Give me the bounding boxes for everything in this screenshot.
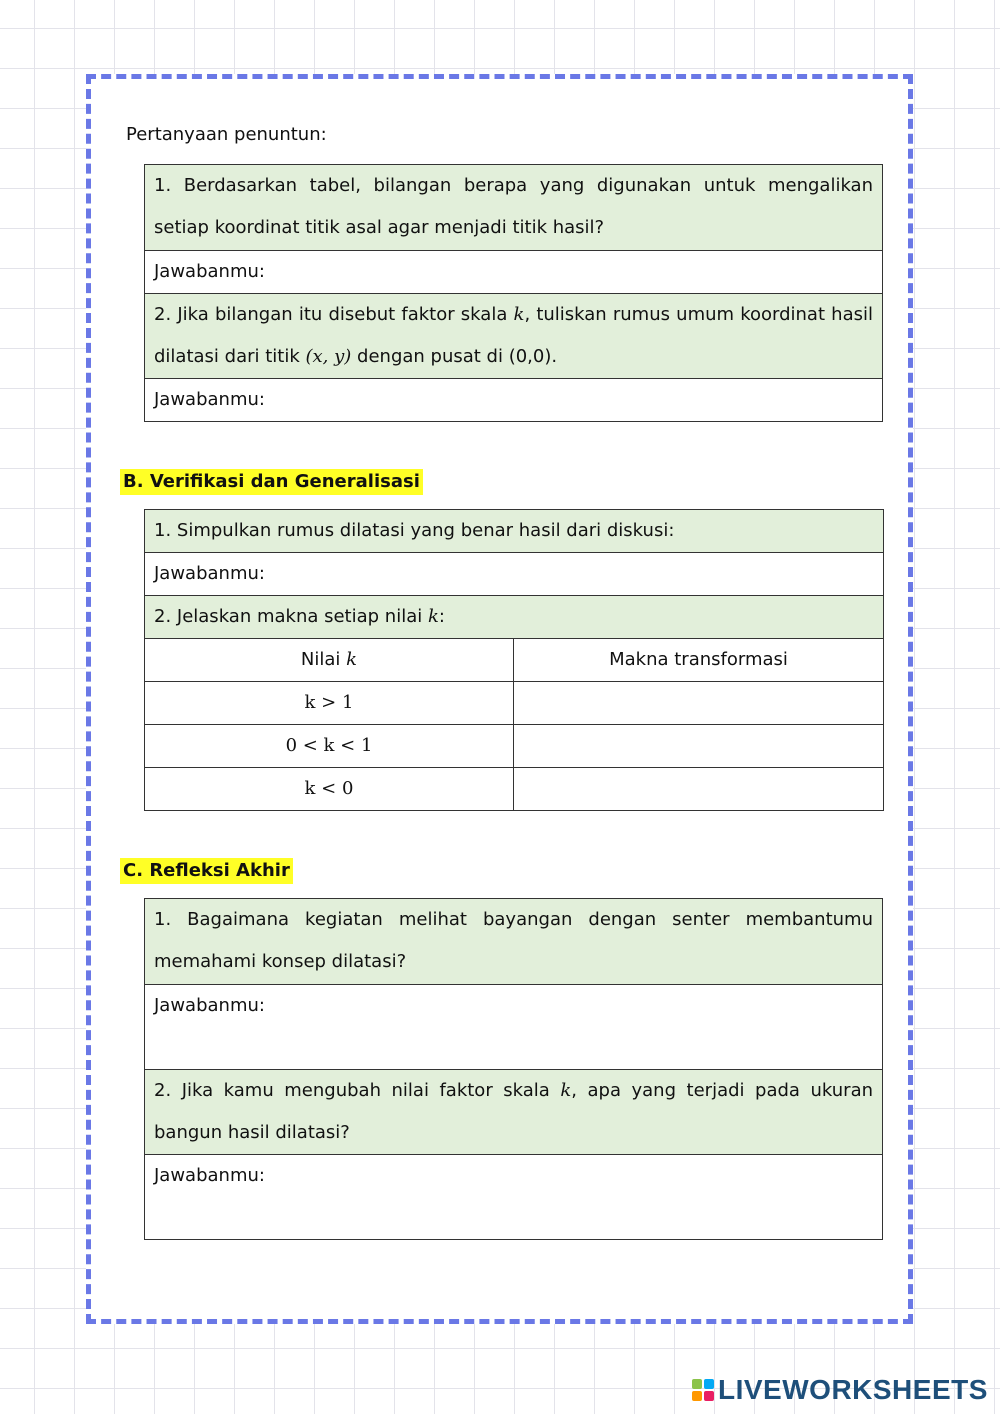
section-c-question-1: 1. Bagaimana kegiatan melihat bayangan dengan senter membantumu memahami konsep dilatasi? xyxy=(145,899,883,985)
meaning-answer-cell[interactable] xyxy=(514,682,884,725)
answer-field[interactable]: Jawabanmu: xyxy=(145,553,884,596)
meaning-answer-cell[interactable] xyxy=(514,725,884,768)
section-c-question-2: 2. Jika kamu mengubah nilai faktor skala k, apa yang terjadi pada ukuran bangun hasil dilatasi? xyxy=(145,1070,883,1155)
column-header-k-value: Nilai k xyxy=(145,639,514,682)
guide-questions-table xyxy=(144,164,883,422)
answer-field[interactable]: Jawabanmu: xyxy=(145,379,883,422)
section-c-table xyxy=(144,898,883,1240)
section-c-heading: C. Refleksi Akhir xyxy=(120,858,293,884)
k-value-cell: k < 0 xyxy=(145,768,514,811)
k-value-cell: 0 < k < 1 xyxy=(145,725,514,768)
column-header-meaning: Makna transformasi xyxy=(514,639,884,682)
section-b-table xyxy=(144,509,884,811)
section-b-question-2: 2. Jelaskan makna setiap nilai k: xyxy=(145,596,884,639)
logo-mark-icon xyxy=(692,1379,714,1401)
answer-field[interactable]: Jawabanmu: xyxy=(145,985,883,1070)
guide-questions-label: Pertanyaan penuntun: xyxy=(126,124,327,145)
guide-question-1: 1. Berdasarkan tabel, bilangan berapa yang digunakan untuk mengalikan setiap koordinat titik asal agar menjadi titik hasil? xyxy=(145,165,883,251)
k-value-cell: k > 1 xyxy=(145,682,514,725)
guide-question-2: 2. Jika bilangan itu disebut faktor skala k, tuliskan rumus umum koordinat hasil dilatasi dari titik (x, y) dengan pusat di (0,0). xyxy=(145,294,883,379)
liveworksheets-logo[interactable] xyxy=(692,1375,988,1405)
logo-text: LIVEWORKSHEETS xyxy=(718,1374,988,1405)
section-b-question-1: 1. Simpulkan rumus dilatasi yang benar hasil dari diskusi: xyxy=(145,510,884,553)
section-b-heading: B. Verifikasi dan Generalisasi xyxy=(120,469,423,495)
answer-field[interactable]: Jawabanmu: xyxy=(145,1155,883,1240)
meaning-answer-cell[interactable] xyxy=(514,768,884,811)
answer-field[interactable]: Jawabanmu: xyxy=(145,251,883,294)
